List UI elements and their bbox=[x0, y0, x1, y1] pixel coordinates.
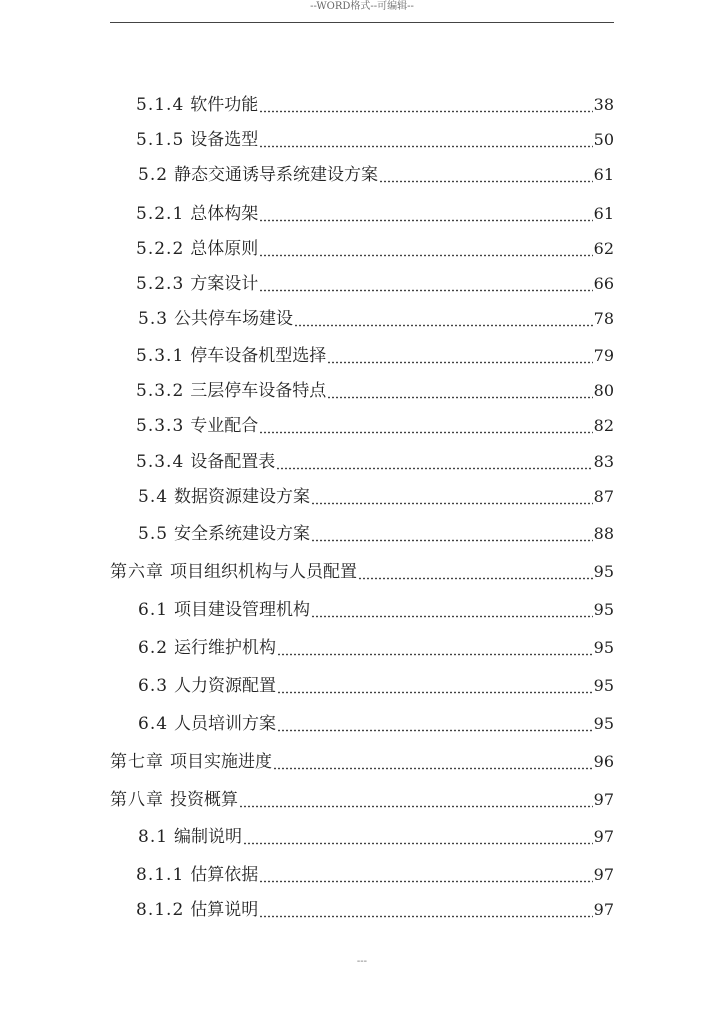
toc-entry-page: 95 bbox=[593, 562, 614, 581]
toc-entry[interactable] bbox=[138, 483, 614, 507]
toc-entry[interactable] bbox=[136, 896, 614, 920]
toc-entry-page: 95 bbox=[593, 600, 614, 619]
toc-entry-number: 5.3.1 bbox=[136, 346, 185, 366]
dot-leader bbox=[311, 487, 593, 507]
page-footer bbox=[0, 956, 724, 967]
toc-entry[interactable] bbox=[138, 305, 614, 329]
dot-leader bbox=[379, 165, 593, 185]
toc-entry-number: 6.1 bbox=[138, 600, 169, 620]
dot-leader bbox=[276, 452, 592, 472]
dot-leader bbox=[259, 900, 592, 920]
toc-entry-number: 5.2 bbox=[138, 165, 169, 185]
toc-entry-number: 6.2 bbox=[138, 638, 169, 658]
toc-entry-number: 8.1 bbox=[138, 827, 169, 847]
toc-entry-title: 安全系统建设方案 bbox=[174, 524, 311, 544]
toc-entry-title: 设备配置表 bbox=[190, 452, 276, 472]
toc-entry[interactable] bbox=[136, 448, 614, 472]
toc-entry[interactable] bbox=[136, 377, 614, 401]
dot-leader bbox=[259, 95, 592, 115]
toc-entry-title: 停车设备机型选择 bbox=[190, 346, 327, 366]
toc-entry[interactable] bbox=[136, 412, 614, 436]
toc-entry-page: 97 bbox=[593, 900, 614, 919]
toc-entry-page: 62 bbox=[593, 239, 614, 258]
dot-leader bbox=[311, 524, 593, 544]
toc-entry-page: 66 bbox=[593, 274, 614, 293]
toc-entry[interactable] bbox=[110, 748, 614, 772]
toc-entry[interactable] bbox=[136, 126, 614, 150]
toc-entry[interactable] bbox=[110, 558, 614, 582]
dot-leader bbox=[277, 638, 593, 658]
toc-entry-page: 97 bbox=[593, 865, 614, 884]
toc-entry-number: 5.2.1 bbox=[136, 204, 185, 224]
toc-entry-title: 软件功能 bbox=[190, 95, 259, 115]
toc-entry-title: 三层停车设备特点 bbox=[190, 381, 327, 401]
dot-leader bbox=[327, 381, 592, 401]
toc-entry-number: 5.1.5 bbox=[136, 130, 185, 150]
dot-leader bbox=[259, 865, 592, 885]
toc-entry-page: 78 bbox=[593, 309, 614, 328]
dot-leader bbox=[294, 309, 593, 329]
header-text: --WORD格式--可编辑-- bbox=[310, 1, 414, 12]
toc-entry-page: 97 bbox=[593, 790, 614, 809]
dot-leader bbox=[311, 600, 593, 620]
toc-entry-title: 人员培训方案 bbox=[174, 714, 277, 734]
toc-entry-title: 投资概算 bbox=[170, 790, 238, 810]
toc-entry[interactable] bbox=[138, 634, 614, 658]
toc-entry-title: 数据资源建设方案 bbox=[174, 487, 311, 507]
toc-entry-title: 公共停车场建设 bbox=[174, 309, 294, 329]
toc-entry-title: 静态交通诱导系统建设方案 bbox=[174, 165, 379, 185]
toc-entry-page: 80 bbox=[593, 381, 614, 400]
toc-entry-title: 总体原则 bbox=[190, 239, 259, 259]
footer-text: --- bbox=[356, 956, 368, 967]
toc-entry-number: 第七章 bbox=[110, 752, 164, 772]
toc-entry-title: 总体构架 bbox=[190, 204, 259, 224]
dot-leader bbox=[239, 790, 593, 810]
toc-entry-number: 8.1.2 bbox=[136, 900, 185, 920]
dot-leader bbox=[277, 714, 593, 734]
toc-entry-title: 设备选型 bbox=[190, 130, 259, 150]
toc-entry[interactable] bbox=[110, 786, 614, 810]
toc-entry-title: 运行维护机构 bbox=[174, 638, 277, 658]
toc-entry-title: 编制说明 bbox=[174, 827, 243, 847]
toc-entry-page: 61 bbox=[593, 204, 614, 223]
toc-entry-page: 95 bbox=[593, 638, 614, 657]
toc-entry-title: 方案设计 bbox=[190, 274, 259, 294]
toc-entry-number: 5.2.2 bbox=[136, 239, 185, 259]
toc-entry-page: 83 bbox=[593, 452, 614, 471]
dot-leader bbox=[259, 204, 592, 224]
toc-entry-page: 82 bbox=[593, 416, 614, 435]
dot-leader bbox=[259, 416, 592, 436]
toc-entry-number: 5.3.2 bbox=[136, 381, 185, 401]
toc-entry[interactable] bbox=[138, 161, 614, 185]
toc-entry-page: 87 bbox=[593, 487, 614, 506]
dot-leader bbox=[243, 827, 593, 847]
toc-entry-title: 人力资源配置 bbox=[174, 676, 277, 696]
toc-entry-page: 96 bbox=[593, 752, 614, 771]
toc-entry-number: 5.2.3 bbox=[136, 274, 185, 294]
toc-entry-page: 61 bbox=[593, 165, 614, 184]
toc-entry[interactable] bbox=[136, 861, 614, 885]
dot-leader bbox=[259, 239, 592, 259]
toc-entry-page: 97 bbox=[593, 827, 614, 846]
dot-leader bbox=[259, 274, 592, 294]
toc-entry[interactable] bbox=[136, 270, 614, 294]
toc-entry[interactable] bbox=[136, 200, 614, 224]
toc-entry[interactable] bbox=[138, 520, 614, 544]
toc-entry-number: 6.4 bbox=[138, 714, 169, 734]
toc-entry-page: 79 bbox=[593, 346, 614, 365]
toc-entry-number: 第六章 bbox=[110, 562, 164, 582]
toc-entry-title: 专业配合 bbox=[190, 416, 259, 436]
toc-entry-number: 5.3 bbox=[138, 309, 169, 329]
toc-entry-page: 38 bbox=[593, 95, 614, 114]
toc-entry-number: 5.3.3 bbox=[136, 416, 185, 436]
toc-entry-number: 5.3.4 bbox=[136, 452, 185, 472]
toc-entry-page: 95 bbox=[593, 714, 614, 733]
toc-entry[interactable] bbox=[136, 91, 614, 115]
toc-entry[interactable] bbox=[138, 672, 614, 696]
toc-entry-title: 项目建设管理机构 bbox=[174, 600, 311, 620]
toc-entry-number: 5.5 bbox=[138, 524, 169, 544]
toc-entry-title: 估算依据 bbox=[190, 865, 259, 885]
toc-entry[interactable] bbox=[136, 342, 614, 366]
dot-leader bbox=[358, 562, 593, 582]
toc-entry-page: 95 bbox=[593, 676, 614, 695]
toc-entry[interactable] bbox=[136, 235, 614, 259]
toc-entry-page: 50 bbox=[593, 130, 614, 149]
toc-entry-title: 估算说明 bbox=[190, 900, 259, 920]
dot-leader bbox=[277, 676, 593, 696]
dot-leader bbox=[327, 346, 592, 366]
toc-entry-number: 8.1.1 bbox=[136, 865, 185, 885]
toc-entry-number: 5.1.4 bbox=[136, 95, 185, 115]
toc-entry-number: 5.4 bbox=[138, 487, 169, 507]
dot-leader bbox=[273, 752, 593, 772]
toc-entry[interactable] bbox=[138, 823, 614, 847]
toc-entry-number: 6.3 bbox=[138, 676, 169, 696]
toc-entry-title: 项目组织机构与人员配置 bbox=[170, 562, 357, 582]
toc-entry[interactable] bbox=[138, 710, 614, 734]
toc-entry-number: 第八章 bbox=[110, 790, 164, 810]
toc-entry-title: 项目实施进度 bbox=[170, 752, 272, 772]
toc-entry-page: 88 bbox=[593, 524, 614, 543]
dot-leader bbox=[259, 130, 592, 150]
toc-entry[interactable] bbox=[138, 596, 614, 620]
